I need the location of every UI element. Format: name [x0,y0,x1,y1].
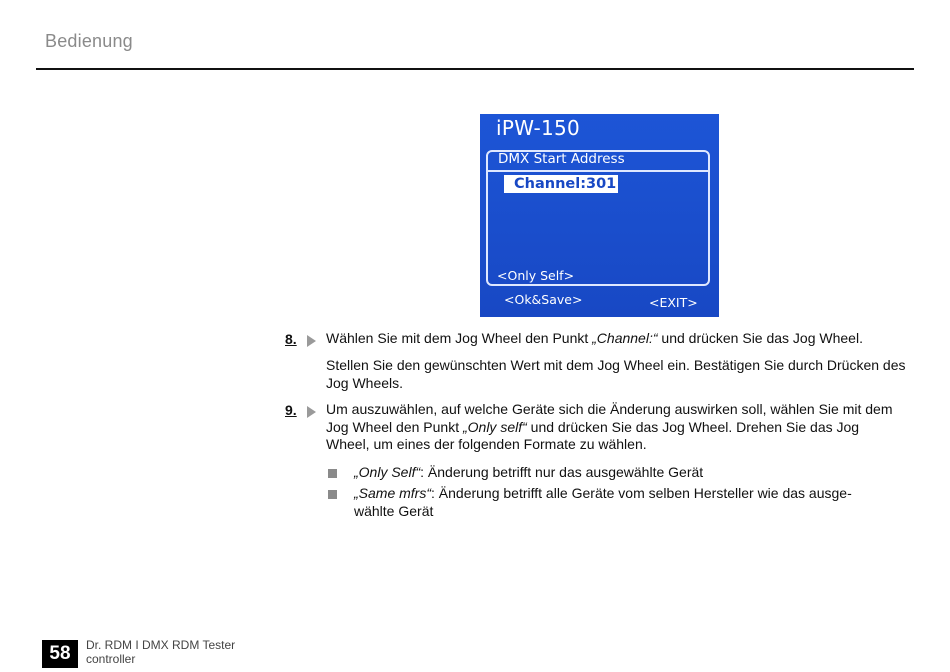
section-title: Bedienung [45,31,133,51]
only-self-option: <Only Self> [497,268,575,283]
exit-softkey: <EXIT> [649,295,698,310]
step-number-8: 8. [285,331,297,347]
step-8-text: Wählen Sie mit dem Jog Wheel den Punkt „Channel:“ und drücken Sie das Jog Wheel. [326,330,863,346]
step-8-followup: Stellen Sie den gewünschten Wert mit dem Jog Wheel ein. Bestätigen Sie durch Drücken des Jog Wheels. [326,357,906,391]
step-9-text: Um auszuwählen, auf welche Geräte sich die Änderung auswirken soll, wählen Sie mit dem Jog Wheel den Punkt „Only self“ und drücken Sie das Jog Wheel. Drehen Sie das Jog Wheel, um eines der folgenden Formate zu wählen. [326,401,893,452]
footer-product [86,638,235,666]
channel-selection: Channel:301 [504,175,618,193]
bullet-square-icon [328,490,337,499]
menu-heading: DMX Start Address [498,151,625,167]
device-screen [480,114,719,317]
footer-product-line-1: Dr. RDM I DMX RDM Tester [86,638,236,652]
page-number: 58 [42,640,78,668]
device-name: iPW-150 [496,116,581,140]
menu-heading-divider [486,170,710,172]
bullet-square-icon [328,469,337,478]
bullet-only-self: „Only Self“: Änderung betrifft nur das ausgewählte Gerät [354,464,704,480]
header-divider [36,68,914,70]
footer-product-line-2: controller [86,652,136,666]
step-arrow-icon [307,406,316,418]
ok-save-softkey: <Ok&Save> [504,292,583,307]
bullet-same-mfrs: „Same mfrs“: Änderung betrifft alle Geräte vom selben Hersteller wie das ausge-wählte Gerät [354,485,852,519]
step-number-9: 9. [285,402,297,418]
step-arrow-icon [307,335,316,347]
